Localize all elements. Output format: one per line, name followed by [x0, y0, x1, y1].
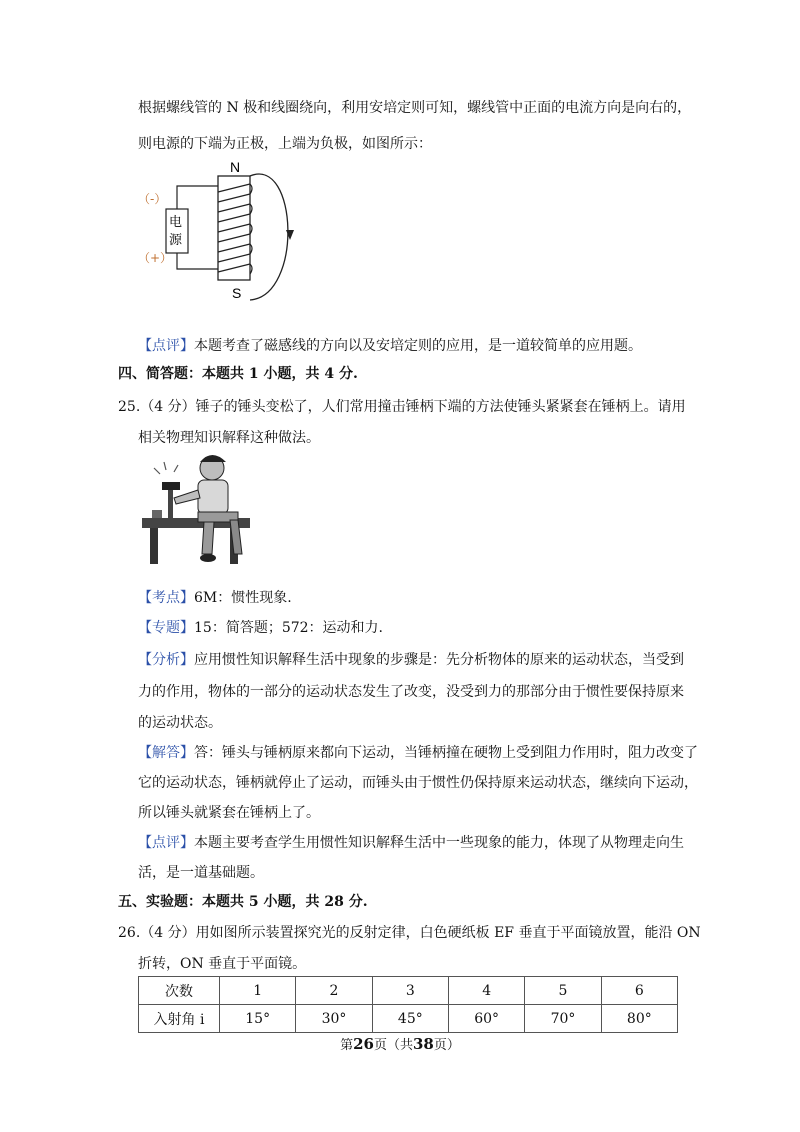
- table-header-count: 次数: [139, 977, 220, 1005]
- label-s: S: [232, 285, 242, 301]
- jieda-line-3: 所以锤头就紧套在锤柄上了。: [138, 805, 320, 821]
- section5-title: 五、实验题：本题共 5 小题，共 28 分.: [118, 894, 368, 910]
- dianping-text-1: 本题主要考查学生用惯性知识解释生活中一些现象的能力，体现了从物理走向生: [194, 835, 684, 851]
- power-char-1: 电: [169, 215, 183, 230]
- comment1-line: [138, 336, 642, 356]
- kaodian-line: [138, 588, 292, 608]
- jieda-line-2: 它的运动状态，锤柄就停止了运动，而锤头由于惯性仍保持原来运动状态，继续向下运动，: [138, 775, 698, 791]
- footer-page-number: 26: [353, 1035, 374, 1053]
- label-n: N: [230, 159, 241, 175]
- footer-suffix: 页）: [433, 1038, 460, 1053]
- comment1-text: 本题考查了磁感线的方向以及安培定则的应用，是一道较简单的应用题。: [194, 338, 642, 354]
- hammer-illustration: [138, 450, 254, 570]
- kaodian-text: 6M：惯性现象.: [194, 590, 292, 606]
- solenoid-diagram: [138, 156, 308, 308]
- fenxi-line-3: 的运动状态。: [138, 715, 222, 731]
- table-cell: 15°: [220, 1005, 296, 1033]
- q26-line-2: 折转，ON 垂直于平面镜。: [138, 956, 307, 972]
- kaodian-tag: 【考点】: [138, 590, 194, 606]
- table-row: [139, 977, 678, 1005]
- footer-prefix: 第: [340, 1038, 354, 1053]
- table-cell: 80°: [601, 1005, 677, 1033]
- dianping-line-2: 活，是一道基础题。: [138, 865, 264, 881]
- table-cell: 5: [525, 977, 601, 1005]
- footer-mid: 页（共: [373, 1038, 413, 1053]
- page-footer: [0, 1034, 800, 1053]
- fenxi-line-2: 力的作用，物体的一部分的运动状态发生了改变，没受到力的那部分由于惯性要保持原来: [138, 684, 684, 700]
- wire-bottom: [177, 253, 218, 269]
- table-cell: 45°: [372, 1005, 448, 1033]
- table-cell: 4: [448, 977, 524, 1005]
- section4-title: 四、简答题：本题共 1 小题，共 4 分.: [118, 366, 358, 382]
- zhuanti-line: [138, 618, 383, 638]
- q25-line-2: 相关物理知识解释这种做法。: [138, 430, 320, 446]
- fenxi-tag: 【分析】: [138, 652, 194, 668]
- table-cell: 70°: [525, 1005, 601, 1033]
- q25-line-1: 25.（4 分）锤子的锤头变松了，人们常用撞击锤柄下端的方法使锤头紧紧套在锤柄上。请用: [118, 399, 686, 415]
- footer-total-pages: 38: [413, 1035, 434, 1053]
- jieda-tag: 【解答】: [138, 745, 194, 761]
- jieda-text-1: 答：锤头与锤柄原来都向下运动，当锤柄撞在硬物上受到阻力作用时，阻力改变了: [194, 745, 698, 761]
- table-row: [139, 1005, 678, 1033]
- table-header-angle: 入射角 i: [139, 1005, 220, 1033]
- dianping-line-1: [138, 833, 684, 853]
- jieda-line-1: [138, 743, 698, 763]
- dianping-tag: 【点评】: [138, 835, 194, 851]
- power-char-2: 源: [169, 233, 183, 248]
- q26-line-1: 26.（4 分）用如图所示装置探究光的反射定律，白色硬纸板 EF 垂直于平面镜放置，能沿 ON: [118, 925, 701, 941]
- table-cell: 2: [296, 977, 372, 1005]
- fenxi-text-1: 应用惯性知识解释生活中现象的步骤是：先分析物体的原来的运动状态，当受到: [194, 652, 684, 668]
- intro-line-1: 根据螺线管的 N 极和线圈绕向，利用安培定则可知，螺线管中正面的电流方向是向右的，: [138, 100, 692, 116]
- intro-line-2: 则电源的下端为正极，上端为负极，如图所示：: [138, 136, 432, 152]
- label-pos: （+）: [138, 251, 173, 265]
- field-line: [250, 174, 288, 300]
- comment1-tag: 【点评】: [138, 338, 194, 354]
- zhuanti-tag: 【专题】: [138, 620, 194, 636]
- table-cell: 60°: [448, 1005, 524, 1033]
- fenxi-line-1: [138, 650, 684, 670]
- table-cell: 30°: [296, 1005, 372, 1033]
- table-cell: 3: [372, 977, 448, 1005]
- table-cell: 1: [220, 977, 296, 1005]
- label-neg: （-）: [138, 192, 167, 206]
- wire-top: [177, 186, 218, 209]
- solenoid-coils: [218, 184, 252, 274]
- incidence-angle-table: [138, 976, 678, 1033]
- zhuanti-text: 15：简答题；572：运动和力.: [194, 620, 383, 636]
- table-cell: 6: [601, 977, 677, 1005]
